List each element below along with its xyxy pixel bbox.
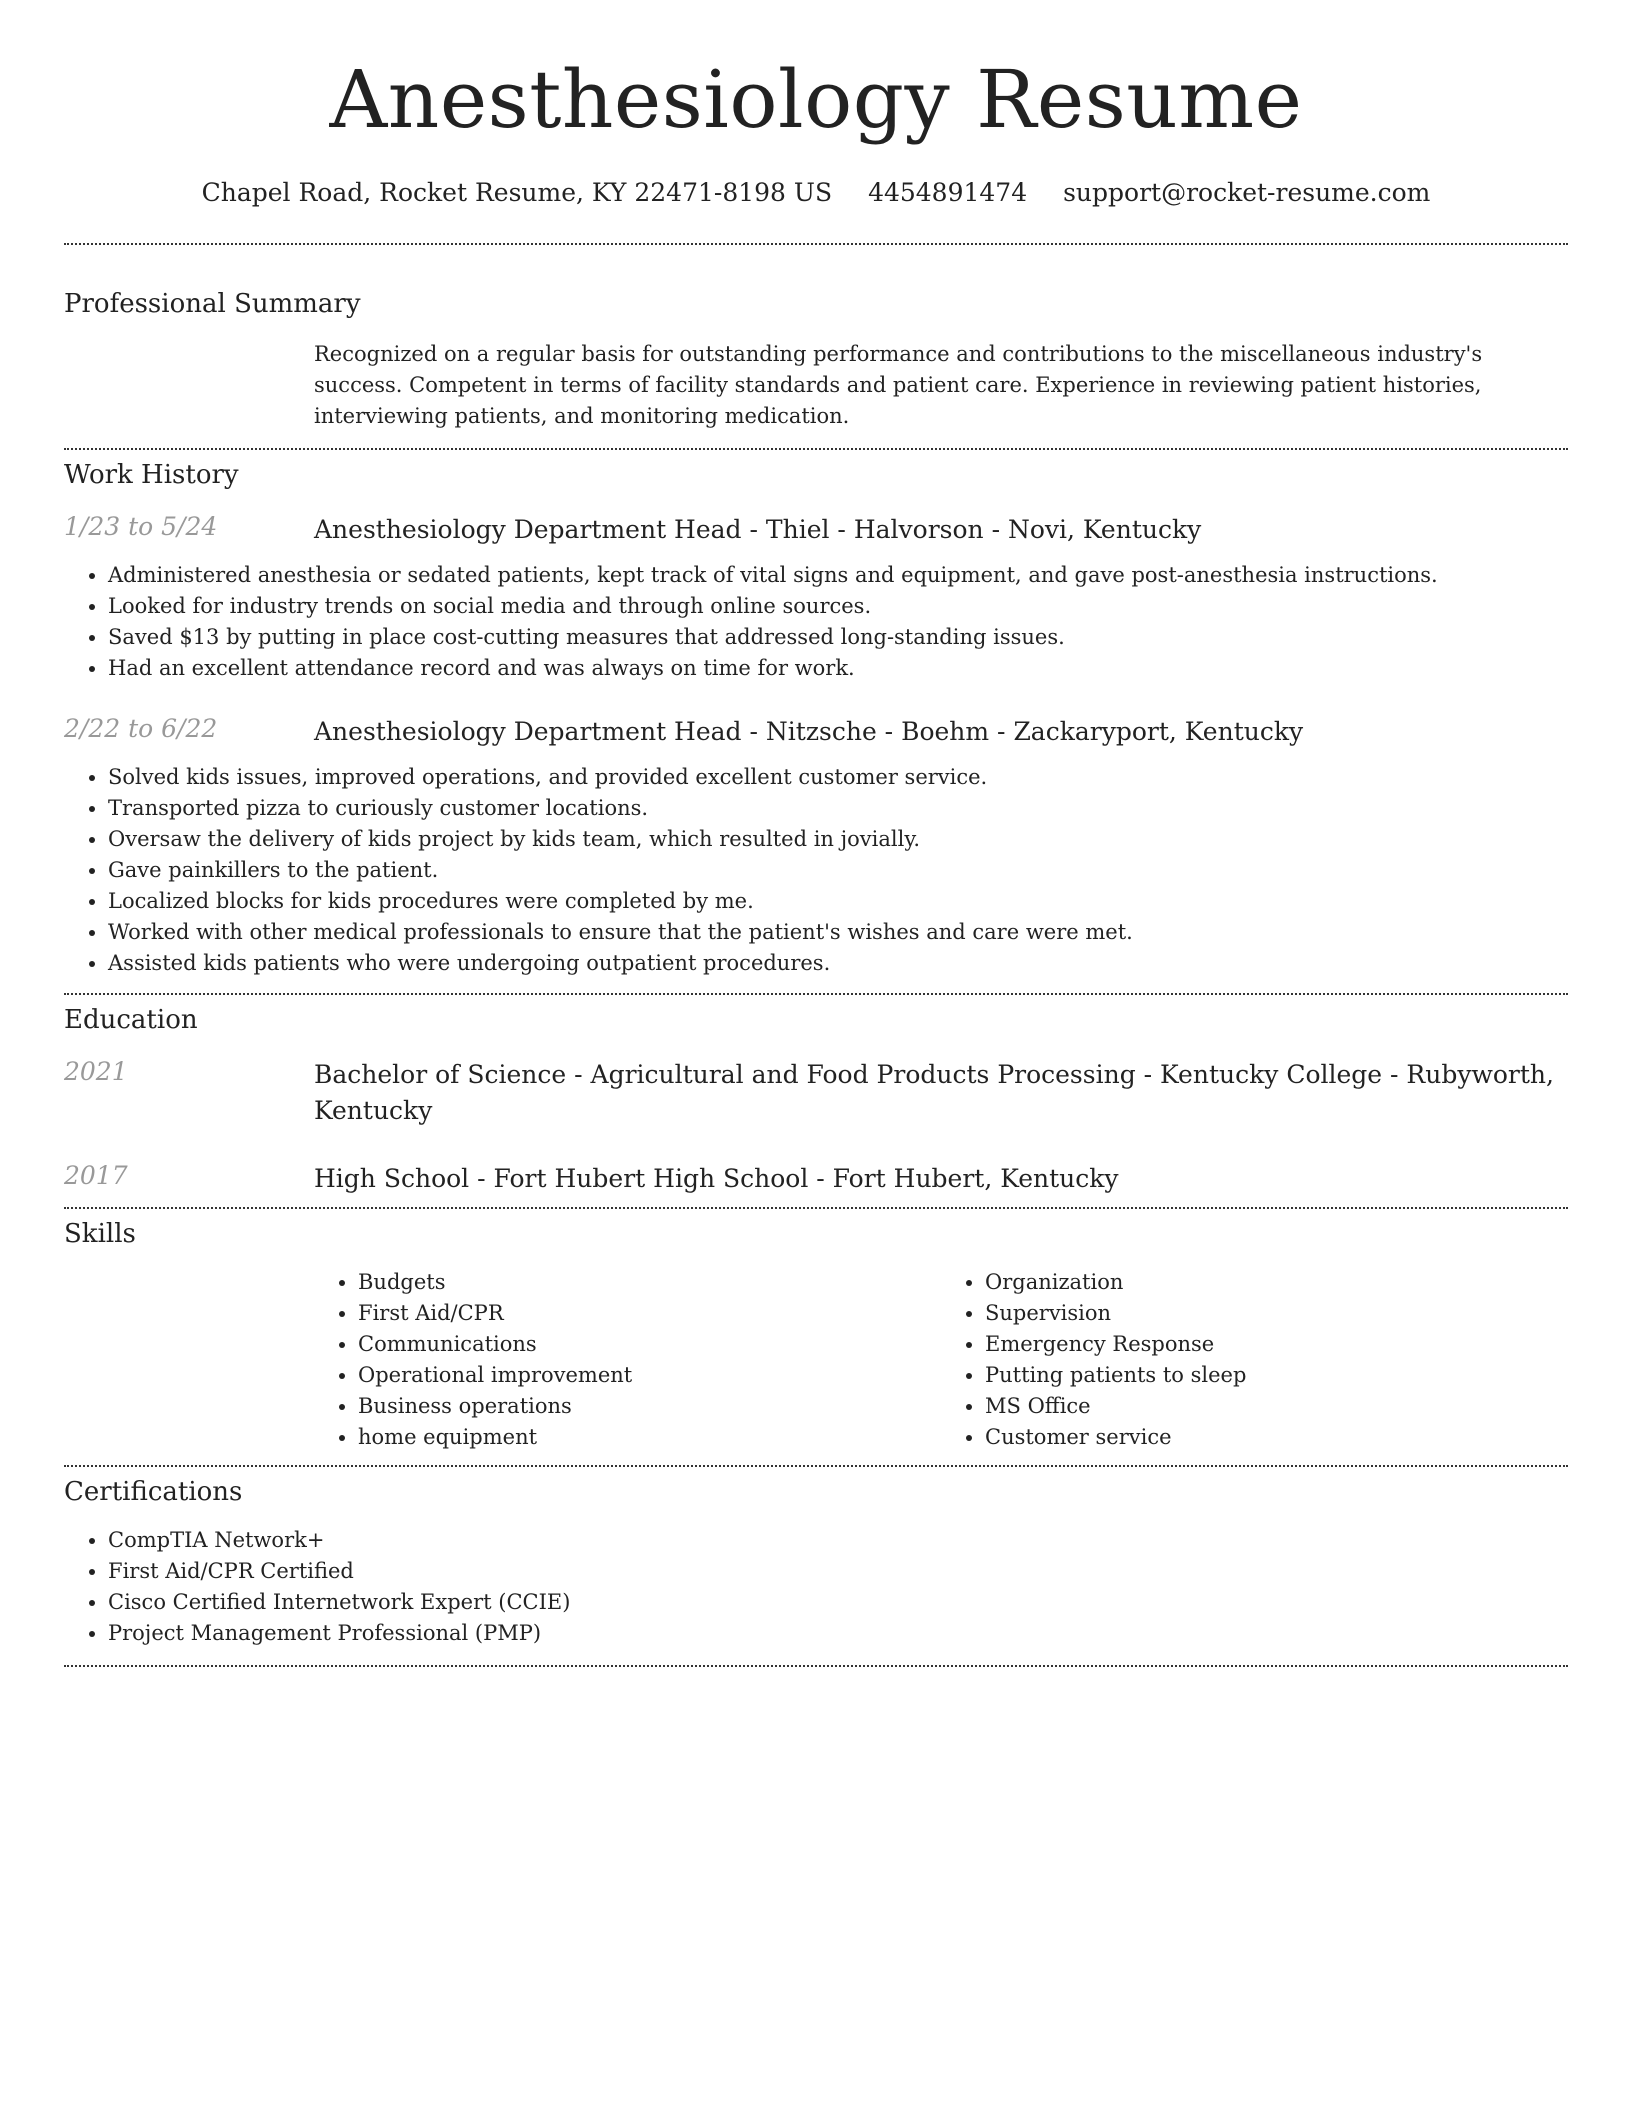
list-item: • Budgets [358,1267,941,1298]
work-history-section [64,450,1568,993]
list-item: • Solved kids issues, improved operations, and provided excellent customer service. [108,762,1568,793]
phone: 4454891474 [868,178,1028,207]
education-section [64,995,1568,1207]
education-entry [64,1161,1568,1207]
skills-list-right [941,1267,1568,1453]
list-item: • Organization [985,1267,1568,1298]
list-item: • Worked with other medical professionals to ensure that the patient's wishes and care were met. [108,917,1568,948]
job-title: Anesthesiology Department Head [314,717,742,746]
summary-section [64,245,1568,448]
list-item: • Operational improvement [358,1360,941,1391]
section-title-work: Work History [64,460,239,490]
education-year: 2021 [64,1057,128,1086]
list-item: • Putting patients to sleep [985,1360,1568,1391]
list-item: • Project Management Professional (PMP) [108,1618,1568,1649]
school-details: - Kentucky College - Rubyworth, Kentucky [314,1060,1554,1125]
list-item: • Looked for industry trends on social media and through online sources. [108,591,1568,622]
list-item: • First Aid/CPR Certified [108,1556,1568,1587]
list-item: • home equipment [358,1422,941,1453]
job-heading [314,512,1201,548]
resume-title: Anesthesiology Resume [329,53,1303,146]
summary-text: Recognized on a regular basis for outstanding performance and contributions to the miscellaneous industry's success. Competent in terms of facility standards and patient care. Experience in reviewing patient histories, interviewing patients, and monitoring medication. [314,342,1483,428]
certifications-list [64,1525,1568,1649]
list-item: • Saved $13 by putting in place cost-cutting measures that addressed long-standing issues. [108,622,1568,653]
certifications-section [64,1467,1568,1665]
list-item: • Emergency Response [985,1329,1568,1360]
education-entry [64,1057,1568,1129]
job-heading [314,714,1303,750]
section-title-certifications: Certifications [64,1477,243,1507]
degree: Bachelor of Science - Agricultural and Food Products Processing [314,1060,1136,1089]
list-item: • Customer service [985,1422,1568,1453]
job-details: - Nitzsche - Boehm - Zackaryport, Kentucky [741,717,1304,746]
section-title-summary: Professional Summary [64,289,361,319]
education-heading [314,1161,1119,1197]
skills-list-left [314,1267,941,1453]
job-entry [64,714,1568,993]
school-details: - Fort Hubert High School - Fort Hubert, Kentucky [469,1164,1119,1193]
skills-columns [314,1255,1568,1453]
job-details: - Thiel - Halvorson - Novi, Kentucky [741,515,1202,544]
list-item: • Cisco Certified Internetwork Expert (CCIE) [108,1587,1568,1618]
education-year: 2017 [64,1161,128,1190]
job-dates: 2/22 to 6/22 [64,714,218,743]
contact-line [64,178,1568,207]
address: Chapel Road, Rocket Resume, KY 22471-8198 US [201,178,833,207]
education-heading [314,1057,1568,1129]
email[interactable]: support@rocket-resume.com [1063,178,1431,207]
section-title-education: Education [64,1005,198,1035]
job-bullets [64,762,1568,979]
list-item: • MS Office [985,1391,1568,1422]
job-entry [64,512,1568,684]
list-item: • CompTIA Network+ [108,1525,1568,1556]
list-item: • Transported pizza to curiously customer locations. [108,793,1568,824]
resume-page [64,0,1568,1667]
list-item: • Communications [358,1329,941,1360]
section-title-skills: Skills [64,1219,136,1249]
skills-section [64,1209,1568,1465]
job-dates: 1/23 to 5/24 [64,512,218,541]
job-bullets [64,560,1568,684]
job-title: Anesthesiology Department Head [314,515,742,544]
list-item: • Business operations [358,1391,941,1422]
list-item: • Administered anesthesia or sedated patients, kept track of vital signs and equipment, and gave post-anesthesia instructions. [108,560,1568,591]
list-item: • Localized blocks for kids procedures were completed by me. [108,886,1568,917]
divider [64,1665,1568,1667]
list-item: • Oversaw the delivery of kids project by kids team, which resulted in jovially. [108,824,1568,855]
list-item: • Had an excellent attendance record and was always on time for work. [108,653,1568,684]
list-item: • First Aid/CPR [358,1298,941,1329]
list-item: • Assisted kids patients who were undergoing outpatient procedures. [108,948,1568,979]
list-item: • Gave painkillers to the patient. [108,855,1568,886]
degree: High School [314,1164,470,1193]
list-item: • Supervision [985,1298,1568,1329]
